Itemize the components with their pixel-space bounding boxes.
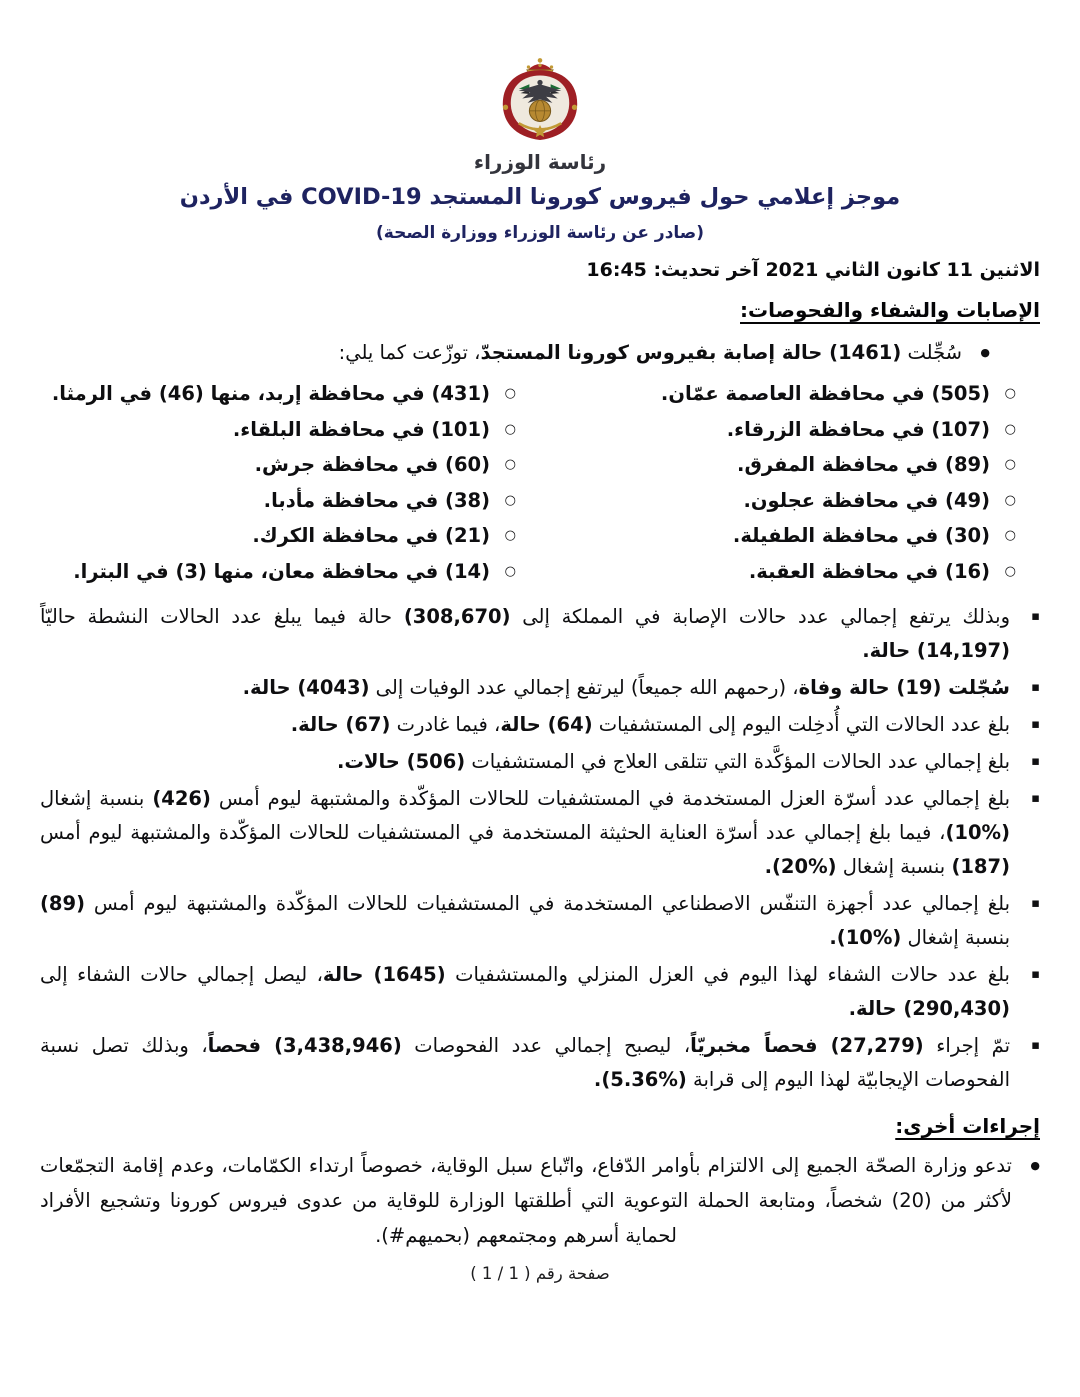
stat-text: بلغ إجمالي عدد الحالات المؤكَّدة التي تتلقى العلاج في المستشفيات (506) حالات. <box>336 750 1010 773</box>
stat-bullet-ventilators <box>40 887 1040 955</box>
list-item <box>40 483 516 519</box>
page-number-footer: صفحة رقم ( 1 / 1 ) <box>470 1264 610 1283</box>
document-subtitle: (صادر عن رئاسة الوزراء ووزارة الصحة) <box>376 223 704 243</box>
bullet-circle-icon: ○ <box>504 386 516 401</box>
royal-crest-icon <box>40 56 1040 148</box>
bullet-circle-icon: ○ <box>504 528 516 543</box>
stat-bullet-hospital-admissions <box>40 708 1040 742</box>
bullet-square-icon: ▪ <box>1031 680 1040 695</box>
governorate-entry: (505) في محافظة العاصمة عمّان. <box>660 382 990 405</box>
section-heading-other-measures: إجراءات أخرى: <box>895 1114 1040 1138</box>
governorate-entry: (101) في محافظة البلقاء. <box>232 417 490 441</box>
list-item <box>40 554 516 590</box>
governorate-entry: (21) في محافظة الكرك. <box>252 524 490 547</box>
list-item <box>540 376 1016 412</box>
section-heading-cases-recoveries-tests: الإصابات والشفاء والفحوصات: <box>740 298 1040 322</box>
governorate-entry: (89) في محافظة المفرق. <box>737 453 990 476</box>
governorate-column-right <box>540 376 1040 589</box>
governorate-column-left <box>40 376 540 589</box>
stat-text: تمّ إجراء (27,279) فحصاً مخبريّاً، ليصبح إجمالي عدد الفحوصات (3,438,946) فحصاً، وبذلك تصل نسبة الفحوصات الإيجابيّة لهذا اليوم إلى قرابة (%5.36). <box>40 1034 1011 1091</box>
list-item <box>540 518 1016 554</box>
bullet-square-icon: ▪ <box>1031 1038 1040 1053</box>
stat-bullet-total-cases <box>40 600 1040 668</box>
list-item <box>40 447 516 483</box>
governorate-entry: (38) في محافظة مأدبا. <box>263 488 490 512</box>
bullet-circle-icon: ○ <box>504 492 516 508</box>
bullet-disc-icon: ● <box>1030 1159 1040 1172</box>
document-title: موجز إعلامي حول فيروس كورونا المستجد COVID-19 في الأردن <box>179 184 901 210</box>
list-item <box>540 483 1016 519</box>
list-item <box>40 412 516 448</box>
stat-text: بلغ عدد الحالات التي أُدخِلت اليوم إلى المستشفيات (64) حالة، فيما غادرت (67) حالة. <box>290 713 1010 736</box>
stat-bullet-lab-tests <box>40 1029 1040 1097</box>
list-item <box>40 376 516 412</box>
bullet-square-icon: ▪ <box>1031 896 1040 911</box>
list-item <box>540 554 1016 590</box>
bullet-circle-icon: ○ <box>504 421 516 437</box>
document-header-logo <box>40 56 1040 174</box>
governorate-entry: (107) في محافظة الزرقاء. <box>726 417 990 441</box>
list-item <box>540 412 1016 448</box>
date-line: الاثنين 11 كانون الثاني 2021 آخر تحديث: 16:45 <box>586 259 1040 281</box>
bullet-circle-icon: ○ <box>1004 386 1016 401</box>
bullet-square-icon: ▪ <box>1031 791 1040 806</box>
governorate-entry: (60) في محافظة جرش. <box>254 453 490 476</box>
stat-text: بلغ إجمالي عدد أجهزة التنفّس الاصطناعي المستخدمة في المستشفيات للحالات المؤكّدة والمشتبهة ليوم أمس (89) بنسبة إشغال (%10). <box>40 892 1010 949</box>
bullet-circle-icon: ○ <box>1004 457 1016 472</box>
bullet-circle-icon: ○ <box>504 563 516 579</box>
intro-bullet-text: سُجِّلت (1461) حالة إصابة بفيروس كورونا المستجدّ، توزّعت كما يلي: <box>338 341 962 364</box>
governorate-entry: (14) في محافظة معان، منها (3) في البترا. <box>73 559 490 583</box>
list-item <box>40 518 516 554</box>
intro-bullet <box>40 335 990 371</box>
bullet-circle-icon: ○ <box>1004 492 1016 508</box>
bullet-square-icon: ▪ <box>1031 754 1040 769</box>
bullet-circle-icon: ○ <box>1004 528 1016 543</box>
governorate-entry: (431) في محافظة إربد، منها (46) في الرمثا. <box>51 382 490 405</box>
stat-bullet-recoveries <box>40 958 1040 1026</box>
bullet-square-icon: ▪ <box>1031 717 1040 732</box>
bullet-square-icon: ▪ <box>1031 609 1040 624</box>
governorate-breakdown <box>40 376 1040 589</box>
stat-text: بلغ عدد حالات الشفاء لهذا اليوم في العزل المنزلي والمستشفيات (1645) حالة، ليصل إجمالي حالات الشفاء إلى (290,430) حالة. <box>40 963 1010 1020</box>
stat-bullet-deaths <box>40 671 1040 705</box>
bullet-circle-icon: ○ <box>504 457 516 472</box>
stat-text: بلغ إجمالي عدد أسرّة العزل المستخدمة في المستشفيات للحالات المؤكّدة والمشتبهة ليوم أمس (426) بنسبة إشغال (%10)، فيما بلغ إجمالي عدد أسرّة العناية الحثيثة المستخدمة في المستشفيات للحالات المؤكّدة والمشتبهة ليوم أمس (187) بنسبة إشغال (%20). <box>40 787 1011 878</box>
stat-text: سُجّلت (19) حالة وفاة، (رحمهم الله جميعاً) ليرتفع إجمالي عدد الوفيات إلى (4043) حالة. <box>242 676 1010 699</box>
crest-caption: رئاسة الوزراء <box>473 150 607 174</box>
governorate-entry: (16) في محافظة العقبة. <box>748 559 990 583</box>
stat-bullet-isolation-icu-beds <box>40 782 1040 884</box>
bullet-circle-icon: ○ <box>1004 563 1016 579</box>
list-item <box>540 447 1016 483</box>
bullet-square-icon: ▪ <box>1031 967 1040 982</box>
governorate-entry: (49) في محافظة عجلون. <box>743 488 990 512</box>
statistics-list <box>40 600 1040 1097</box>
stat-text: وبذلك يرتفع إجمالي عدد حالات الإصابة في المملكة إلى (308,670) حالة فيما يبلغ عدد الحالات النشطة حاليّاً (14,197) حالة. <box>40 605 1010 662</box>
bullet-circle-icon: ○ <box>1004 421 1016 437</box>
stat-bullet-hospitalized-confirmed <box>40 745 1040 779</box>
closing-bullet <box>40 1148 1040 1253</box>
governorate-entry: (30) في محافظة الطفيلة. <box>732 524 990 547</box>
bullet-disc-icon: ● <box>980 346 990 359</box>
closing-bullet-text: تدعو وزارة الصحّة الجميع إلى الالتزام بأوامر الدّفاع، واتّباع سبل الوقاية، خصوصاً ارتداء الكمّامات، وعدم إقامة التجمّعات لأكثر من (20) شخصاً، ومتابعة الحملة التوعوية التي أطلقتها الوزارة للوقاية من عدوى فيروس كورونا وتشجيع الأفراد لحماية أسرهم ومجتمعهم (بحميهم#). <box>40 1154 1012 1247</box>
